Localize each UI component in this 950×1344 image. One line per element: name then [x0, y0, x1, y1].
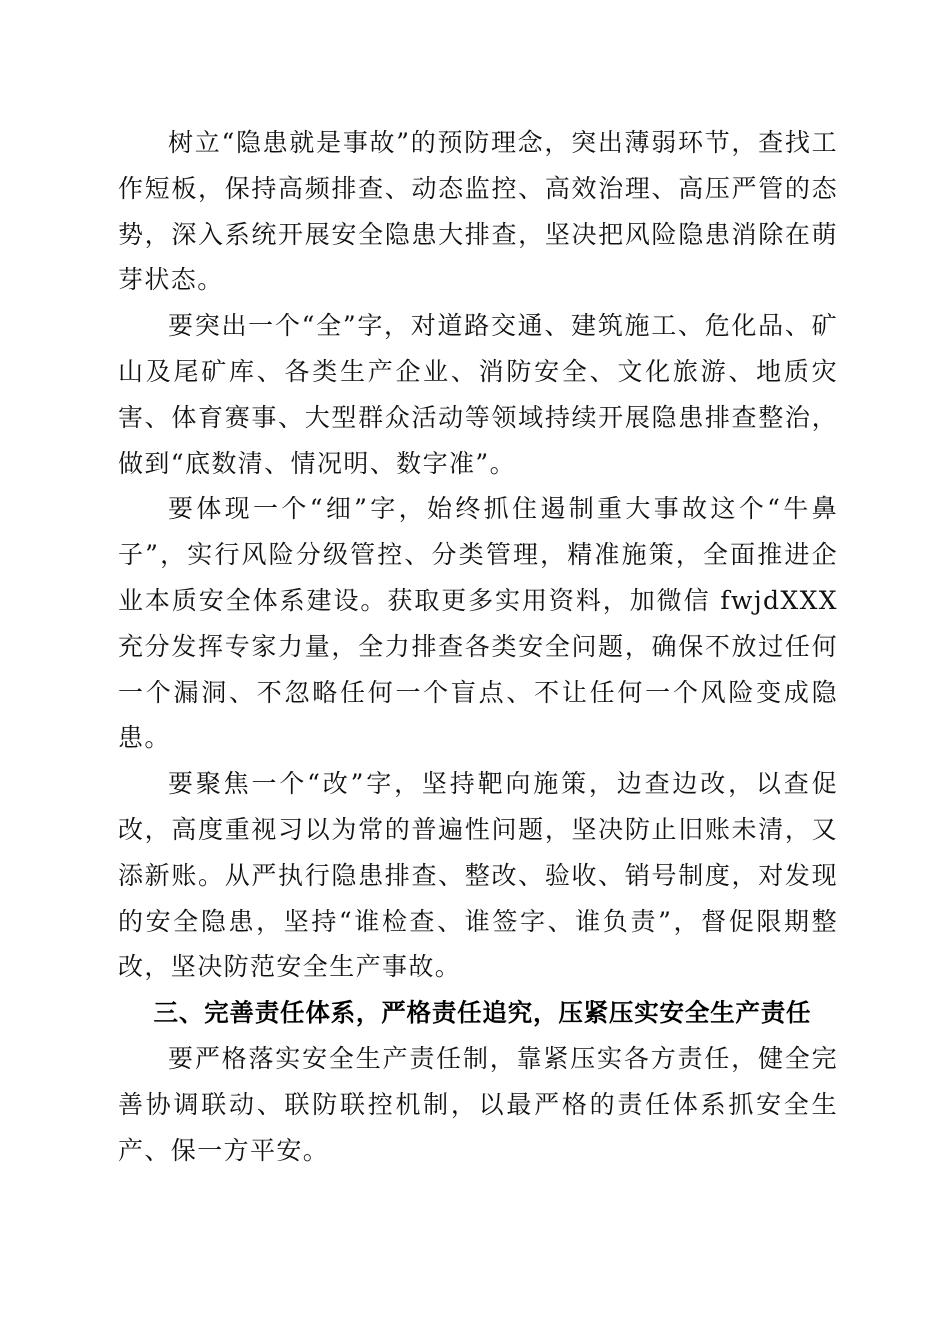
paragraph-detailed: 要体现一个“细”字，始终抓住遏制重大事故这个“牛鼻子”，实行风险分级管控、分类管理，精准施策，全面推进企业本质安全体系建设。获取更多实用资料，加微信 fwjdXXX 充分发挥专家力量，全力排查各类安全问题，确保不放过任何一个漏洞、不忽略任何一个盲点、不让任何一个风险变成隐患。 [118, 494, 838, 753]
paragraph-hazard-prevention: 树立“隐患就是事故”的预防理念，突出薄弱环节，查找工作短板，保持高频排查、动态监控、高效治理、高压严管的态势，深入系统开展安全隐患大排查，坚决把风险隐患消除在萌芽状态。 [118, 128, 838, 295]
paragraph-rectification: 要聚焦一个“改”字，坚持靶向施策，边查边改，以查促改，高度重视习以为常的普遍性问题，坚决防止旧账未清，又添新账。从严执行隐患排查、整改、验收、销号制度，对发现的安全隐患，坚持“谁检查、谁签字、谁负责”，督促限期整改，坚决防范安全生产事故。 [118, 769, 838, 982]
document-body [118, 120, 838, 1173]
section-heading: 三、完善责任体系，严格责任追究，压紧压实安全生产责任 [153, 998, 812, 1028]
paragraph-comprehensive: 要突出一个“全”字，对道路交通、建筑施工、危化品、矿山及尾矿库、各类生产企业、消防安全、文化旅游、地质灾害、体育赛事、大型群众活动等领域持续开展隐患排查整治，做到“底数清、情况明、数字准”。 [118, 311, 838, 478]
paragraph-responsibility: 要严格落实安全生产责任制，靠紧压实各方责任，健全完善协调联动、联防联控机制，以最严格的责任体系抓安全生产、保一方平安。 [118, 1043, 838, 1165]
